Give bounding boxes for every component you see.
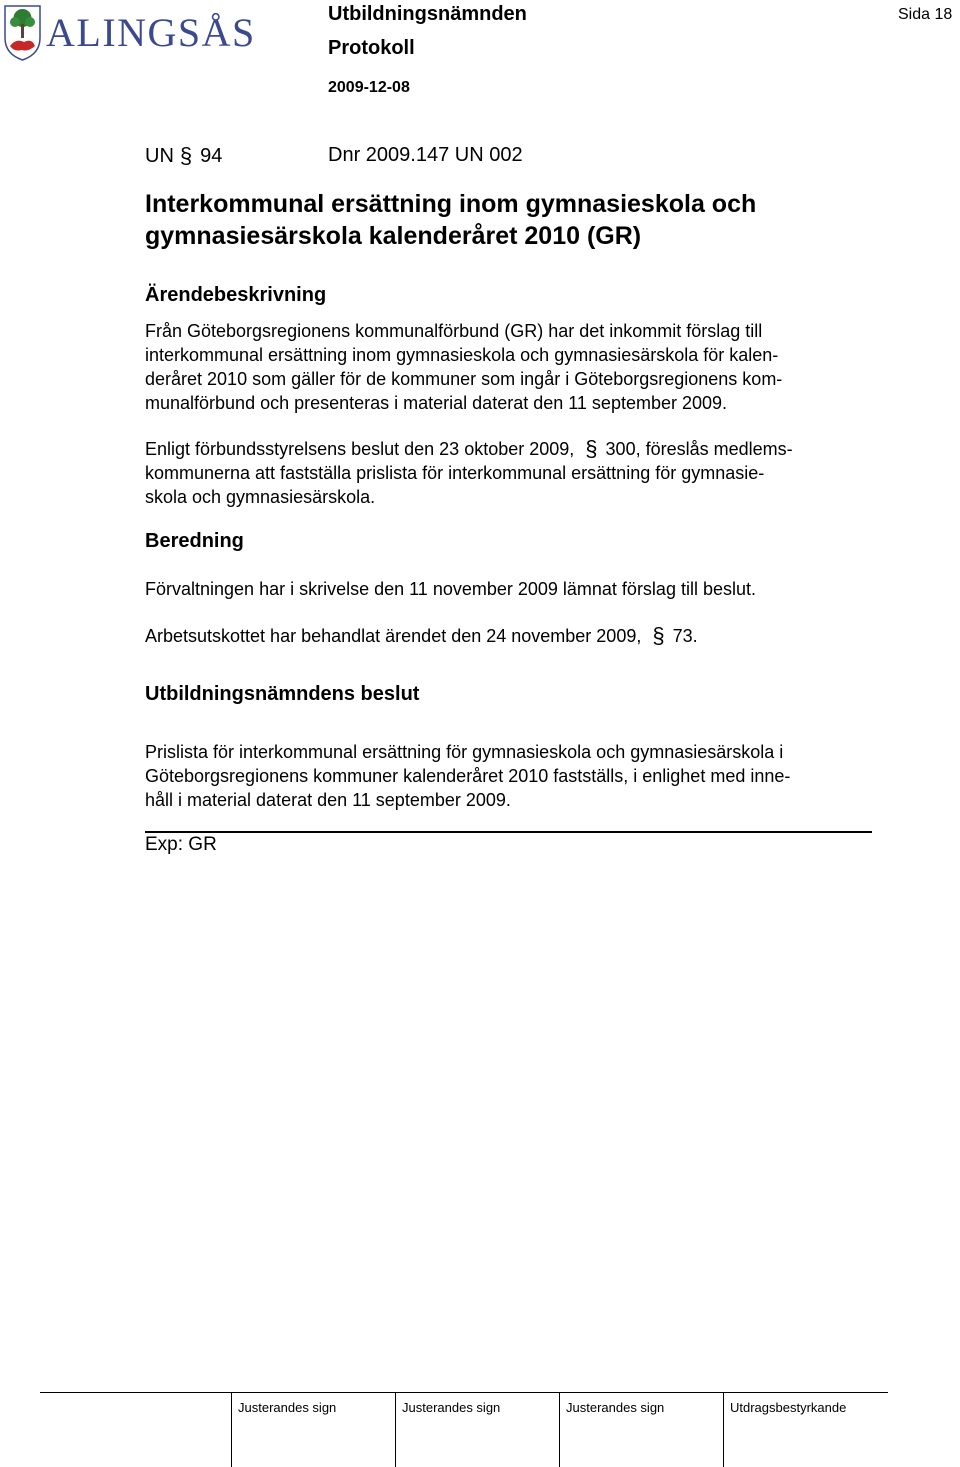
text-line: Arbetsutskottet har behandlat ärendet den 24 november 2009, § 73. — [145, 623, 698, 648]
document-type: Protokoll — [328, 37, 415, 59]
preparation-paragraph-2 — [145, 624, 875, 648]
text-line: Göteborgsregionens kommuner kalenderåret 2010 fastställs, i enlighet med inne- — [145, 766, 791, 786]
diary-number: Dnr 2009.147 UN 002 — [328, 144, 523, 166]
preparation-heading: Beredning — [145, 530, 244, 552]
description-paragraph-2 — [145, 437, 875, 509]
signature-label: Justerandes sign — [566, 1400, 665, 1415]
text-line: Förvaltningen har i skrivelse den 11 november 2009 lämnat förslag till beslut. — [145, 579, 756, 599]
section-sign-icon: § — [652, 623, 665, 648]
text-line: Prislista för interkommunal ersättning för gymnasieskola och gymnasiesärskola i — [145, 742, 784, 762]
meeting-date: 2009-12-08 — [328, 79, 410, 96]
decision-paragraph — [145, 740, 875, 812]
footer-column-divider — [723, 1392, 724, 1467]
committee-name: Utbildningsnämnden — [328, 3, 527, 25]
text-line: deråret 2010 som gäller för de kommuner som ingår i Göteborgsregionens kom- — [145, 369, 783, 389]
footer-column-divider — [231, 1392, 232, 1467]
footer-column-divider — [395, 1392, 396, 1467]
title-line: Interkommunal ersättning inom gymnasieskola och — [145, 190, 757, 218]
section-sign-icon: § — [585, 436, 598, 461]
document-title — [145, 188, 925, 252]
text-line: Enligt förbundsstyrelsens beslut den 23 oktober 2009, § 300, föreslås medlems- — [145, 436, 793, 461]
text-line: munalförbund och presenteras i material daterat den 11 september 2009. — [145, 393, 728, 413]
paragraph-reference — [145, 144, 222, 168]
footer-column-divider — [559, 1392, 560, 1467]
coat-of-arms-icon — [2, 2, 260, 62]
decision-heading: Utbildningsnämndens beslut — [145, 683, 420, 705]
title-line: gymnasiesärskola kalenderåret 2010 (GR) — [145, 222, 642, 250]
footer-divider — [40, 1392, 888, 1393]
preparation-paragraph-1 — [145, 577, 875, 601]
signature-label: Justerandes sign — [402, 1400, 501, 1415]
text-line: håll i material daterat den 11 september 2009. — [145, 790, 511, 810]
signature-label: Justerandes sign — [238, 1400, 337, 1415]
divider — [145, 831, 872, 833]
text-line: kommunerna att fastställa prislista för interkommunal ersättning för gymnasie- — [145, 463, 765, 483]
text-line: skola och gymnasiesärskola. — [145, 487, 376, 507]
page-number: Sida 18 — [898, 6, 953, 23]
municipality-logo — [2, 2, 260, 62]
text-line: Från Göteborgsregionens kommunalförbund (GR) har det inkommit förslag till — [145, 321, 763, 341]
certification-label: Utdragsbestyrkande — [730, 1400, 847, 1415]
section-sign-icon: § — [179, 143, 193, 168]
text-line: interkommunal ersättning inom gymnasieskola och gymnasiesärskola för kalen- — [145, 345, 779, 365]
description-paragraph-1 — [145, 319, 875, 415]
un-label: UN — [145, 145, 174, 167]
paragraph-number: 94 — [200, 145, 223, 167]
svg-text:ALINGSÅS: ALINGSÅS — [46, 10, 256, 55]
description-heading: Ärendebeskrivning — [145, 284, 327, 306]
expedition-note: Exp: GR — [145, 834, 217, 855]
